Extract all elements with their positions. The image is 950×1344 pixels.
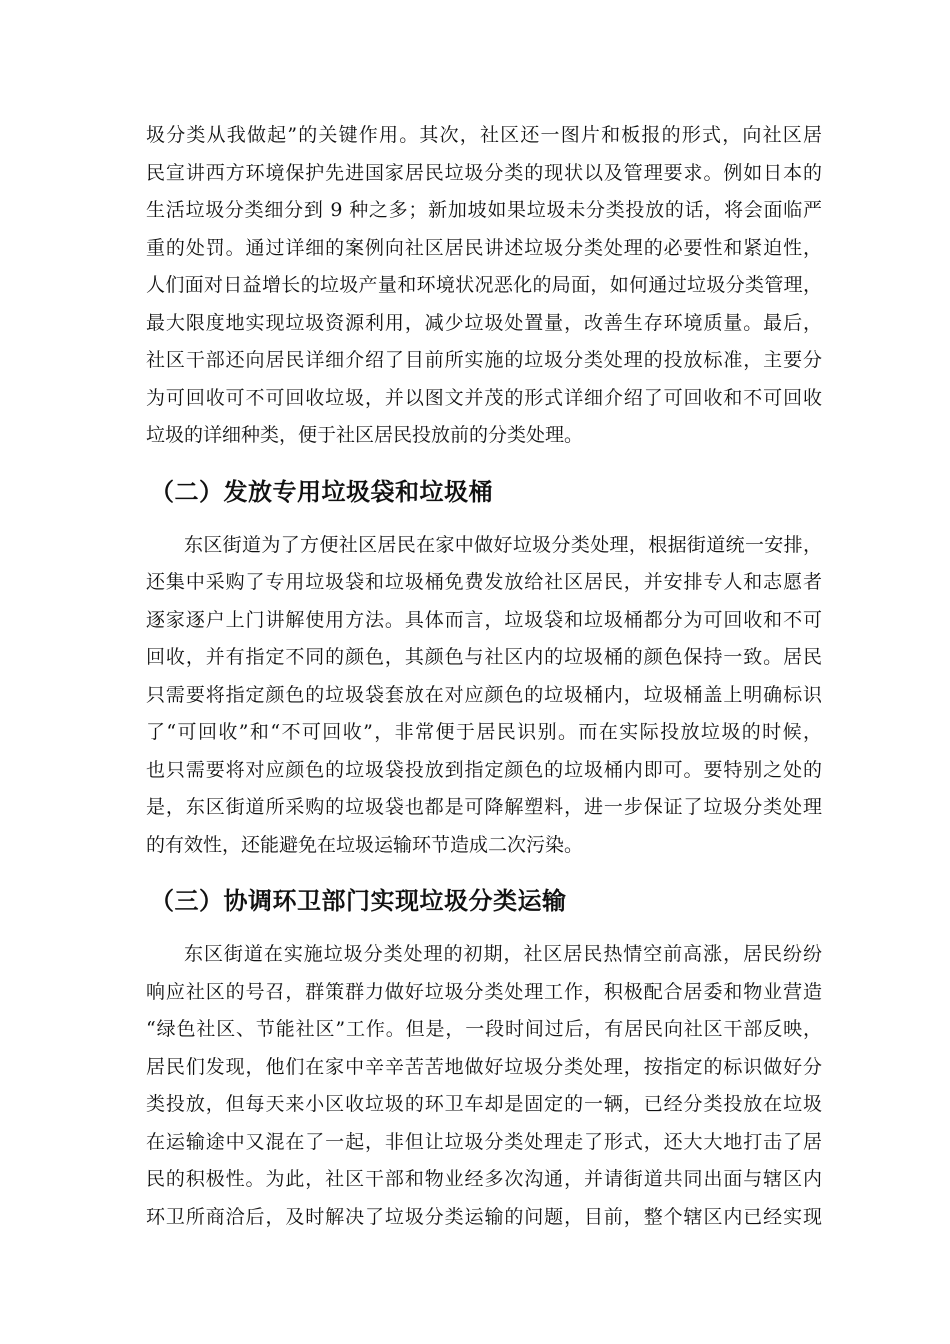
- paragraph-line: 环卫所商洽后，及时解决了垃圾分类运输的问题，目前，整个辖区内已经实现: [146, 1205, 822, 1228]
- paragraph-line: 响应社区的号召，群策群力做好垃圾分类处理工作，积极配合居委和物业营造: [146, 980, 822, 1003]
- paragraph-line: 民的积极性。为此，社区干部和物业经多次沟通，并请街道共同出面与辖区内: [146, 1168, 822, 1190]
- paragraph-line: 还集中采购了专用垃圾袋和垃圾桶免费发放给社区居民，并安排专人和志愿者: [146, 571, 822, 593]
- paragraph-2: [146, 527, 822, 865]
- section-heading-2: （二）发放专用垃圾袋和垃圾桶: [150, 477, 493, 506]
- paragraph-line: 东区街道在实施垃圾分类处理的初期，社区居民热情空前高涨，居民纷纷: [184, 943, 822, 965]
- paragraph-line: 也只需要将对应颜色的垃圾袋投放到指定颜色的垃圾桶内即可。要特别之处的: [146, 758, 822, 781]
- paragraph-line: 居民们发现，他们在家中辛辛苦苦地做好垃圾分类处理，按指定的标识做好分: [146, 1055, 822, 1078]
- paragraph-line: 东区街道为了方便社区居民在家中做好垃圾分类处理，根据街道统一安排，: [184, 533, 822, 556]
- paragraph-line: 了“可回收”和“不可回收”，非常便于居民识别。而在实际投放垃圾的时候，: [146, 721, 822, 743]
- paragraph-line: 的有效性，还能避免在垃圾运输环节造成二次污染。: [146, 833, 584, 856]
- paragraph-line: 回收，并有指定不同的颜色，其颜色与社区内的垃圾桶的颜色保持一致。居民: [146, 646, 822, 668]
- document-page: [146, 117, 822, 1236]
- paragraph-line: 民宣讲西方环境保护先进国家居民垃圾分类的现状以及管理要求。例如日本的: [146, 161, 822, 184]
- paragraph-line: 垃圾的详细种类，便于社区居民投放前的分类处理。: [146, 424, 584, 446]
- paragraph-line: 是，东区街道所采购的垃圾袋也都是可降解塑料，进一步保证了垃圾分类处理: [146, 796, 822, 818]
- paragraph-line: 类投放，但每天来小区收垃圾的环卫车却是固定的一辆，已经分类投放在垃圾: [146, 1093, 822, 1115]
- paragraph-line: “绿色社区、节能社区”工作。但是，一段时间过后，有居民向社区干部反映，: [146, 1018, 822, 1040]
- paragraph-line: 人们面对日益增长的垃圾产量和环境状况恶化的局面，如何通过垃圾分类管理，: [146, 274, 822, 296]
- paragraph-line: 在运输途中又混在了一起，非但让垃圾分类处理走了形式，还大大地打击了居: [146, 1130, 822, 1153]
- paragraph-line: 逐家逐户上门讲解使用方法。具体而言，垃圾袋和垃圾桶都分为可回收和不可: [146, 608, 822, 631]
- section-heading-3: （三）协调环卫部门实现垃圾分类运输: [150, 887, 567, 915]
- paragraph-line: 只需要将指定颜色的垃圾袋套放在对应颜色的垃圾桶内，垃圾桶盖上明确标识: [146, 683, 822, 706]
- paragraph-line: 为可回收可不可回收垃圾，并以图文并茂的形式详细介绍了可回收和不可回收: [146, 386, 822, 409]
- paragraph-line: 圾分类从我做起”的关键作用。其次，社区还一图片和板报的形式，向社区居: [146, 124, 822, 146]
- paragraph-line: 社区干部还向居民详细介绍了目前所实施的垃圾分类处理的投放标准，主要分: [146, 349, 822, 371]
- paragraph-1: [146, 117, 822, 455]
- paragraph-line: 最大限度地实现垃圾资源利用，减少垃圾处置量，改善生存环境质量。最后，: [146, 311, 822, 334]
- paragraph-line: 重的处罚。通过详细的案例向社区居民讲述垃圾分类处理的必要性和紧迫性，: [146, 236, 822, 259]
- paragraph-3: [146, 936, 822, 1236]
- paragraph-line: 生活垃圾分类细分到 9 种之多；新加坡如果垃圾未分类投放的话，将会面临严: [146, 199, 822, 221]
